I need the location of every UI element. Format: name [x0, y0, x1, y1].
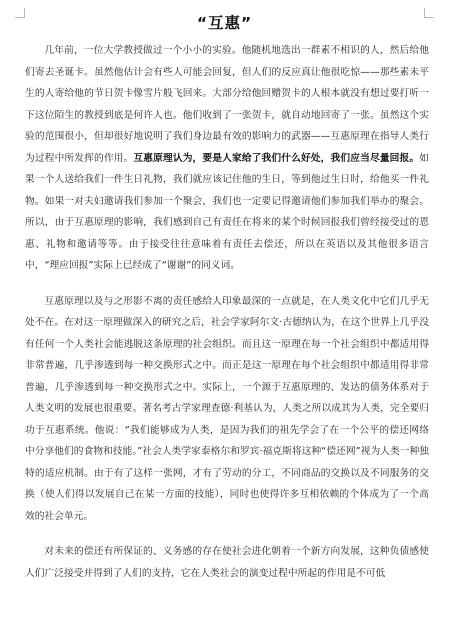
paragraph-1-text-2: 如果一个人送给我们一件生日礼物，我们就应该记住他的生日，等到他过生日时，给他买一件礼物。如果一对夫妇邀请我们参加一个聚会，我们也一定要记得邀请他们参加我们举办的聚会。所以，由于互惠原理的影响，我们感到自己有责任在将来的某个时候回报我们曾经接受过的恩惠、礼物和邀请等等。由于接受往往意味着有责任去偿还，所以在英语以及其他很多语言中，“理应回报”实际上已经成了“谢谢”的同义词。 — [25, 152, 429, 271]
document-title: “互惠” — [196, 14, 253, 32]
paragraph-1-bold-statement: 互惠原理认为，要是人家给了我们什么好处，我们应当尽量回报。 — [133, 152, 420, 164]
paragraph-3-text: 对未来的偿还有所保证的、义务感的存在使社会进化朝着一个新方向发展，这种负债感使人们广泛接受并得到了人们的支持，它在人类社会的演变过程中所起的作用是不可低 — [25, 546, 429, 579]
document-body — [25, 40, 429, 584]
paragraph-2-text: 互惠原理以及与之形影不离的责任感给人印象最深的一点就是，在人类文化中它们几乎无处不在。在对这一原理做深入的研究之后，社会学家阿尔文·古德纳认为，在这个世界上几乎没有任何一个人类社会能逃脱这条原理的社会组织。而且这一原理在每一个社会组织中都适用得非常普遍，几乎渗透到每一种交换形式之中。而正是这一原理在每个社会组织中都适用得非常普遍，几乎渗透到每一种交换形式之中。实际上，一个源于互惠原理的、发达的债务体系对于人类文明的发展也很重要。著名考古学家理查德·利基认为，人类之所以成其为人类，完全要归功于互惠系统。他说：“我们能够成为人类，是因为我们的祖先学会了在一个公平的偿还网络中分享他们的食物和技能。”社会人类学家泰格尔和罗宾·福克斯将这种“偿还网”视为人类一种独特的适应机制。由于有了这样一张网，才有了劳动的分工，不同商品的交换以及不同服务的交换（使人们得以发展自己在某一方面的技能），同时也使得许多互相依赖的个体成为了一个高效的社会单元。 — [25, 295, 429, 522]
paragraph-1-text-1: 几年前，一位大学教授做过一个小小的实验。他随机地选出一群素不相识的人，然后给他们寄去圣诞卡。虽然他估计会有些人可能会回复，但人们的反应真让他很吃惊——那些素未平生的人寄给他的节日贺卡像雪片般飞回来。大部分给他回赠贺卡的人根本就没有想过要打听一下这位陌生的教授到底是何许人也。他们收到了一张贺卡，就自动地回寄了一张。虽然这个实验的范围很小，但却很好地说明了我们身边最有效的影响力的武器——互惠原理在指导人类行为过程中所发挥的作用。 — [25, 45, 429, 164]
paragraph-2 — [25, 291, 429, 528]
paragraph-3 — [25, 541, 429, 584]
paragraph-1 — [25, 40, 429, 277]
